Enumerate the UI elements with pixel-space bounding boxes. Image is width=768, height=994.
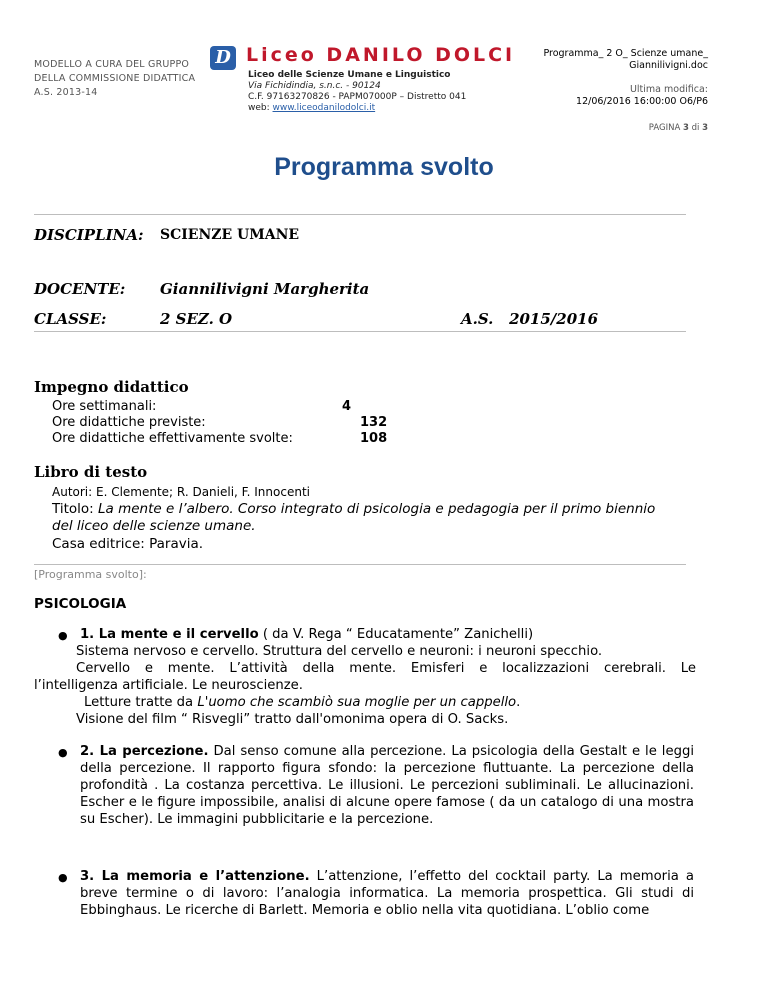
school-logo-icon: D [210, 46, 236, 70]
docente-value: Giannilivigni Margherita [160, 280, 370, 298]
section-tag: [Programma svolto]: [34, 568, 147, 581]
libro-casa-editrice: Casa editrice: Paravia. [52, 536, 204, 552]
school-logo-name: Liceo DANILO DOLCI [246, 44, 516, 66]
divider [34, 564, 686, 565]
impegno-row-value: 132 [360, 415, 388, 430]
item1-line: l’intelligenza artificiale. Le neuroscienze. [34, 678, 303, 693]
school-type: Liceo delle Scienze Umane e Linguistico [248, 70, 451, 80]
school-web-label: web: [248, 103, 270, 113]
disciplina-value: SCIENZE UMANE [160, 227, 300, 243]
impegno-row-label: Ore didattiche effettivamente svolte: [52, 431, 293, 446]
item2-paragraph: 2. La percezione. Dal senso comune alla percezione. La psicologia della Gestalt e le leggi della percezione. Il rapporto figura sfondo: la percezione fluttuante. La percezione della profondità . La costanza percettiva. Le illusioni. Le percezioni subliminali. Le allucinazioni. Escher e le figure impossibile, analisi di alcune opere famose ( da un catalogo di una mostra su Escher). Le immagini pubblicitarie e la percezione. [80, 744, 694, 827]
disciplina-label: DISCIPLINA: [34, 226, 144, 244]
divider [34, 214, 686, 215]
bullet-icon: ● [58, 871, 68, 884]
header-left-block [34, 58, 195, 100]
page-indicator: PAGINA 3 di 3 [648, 123, 708, 133]
psicologia-heading: PSICOLOGIA [34, 596, 127, 612]
header-right-block [543, 48, 708, 134]
docente-label: DOCENTE: [34, 280, 126, 298]
item1-line: Sistema nervoso e cervello. Struttura del cervello e neuroni: i neuroni specchio. [76, 644, 603, 659]
last-modified-label: Ultima modifica: [629, 84, 708, 95]
school-codes: C.F. 97163270826 - PAPM07000P – Distretto 041 [248, 92, 467, 102]
libro-titolo: Titolo: La mente e l’albero. Corso integrato di psicologia e pedagogia per il primo biennio del liceo delle scienze umane. [52, 501, 656, 534]
header-left-line: MODELLO A CURA DEL GRUPPO [34, 59, 190, 70]
anno-scolastico: A.S. 2015/2016 [461, 310, 599, 328]
item1-line: Letture tratte da L'uomo che scambiò sua moglie per un cappello. [84, 695, 521, 710]
bullet-icon: ● [58, 746, 68, 759]
divider [34, 331, 686, 332]
item3-paragraph: 3. La memoria e l’attenzione. L’attenzione, l’effetto del cocktail party. La memoria a breve termine o di lavoro: l’analogia informatica. La memoria prospettica. Gli studi di Ebbinghaus. Le ricerche di Barlett. Memoria e oblio nella vita quotidiana. L’oblio come [80, 869, 694, 918]
school-address: Via Fichidindia, s.n.c. - 90124 [248, 81, 381, 91]
header-left-line: A.S. 2013-14 [34, 87, 98, 98]
file-name-line1: Programma_ 2 O_ Scienze umane_ [543, 48, 708, 59]
libro-heading: Libro di testo [34, 463, 148, 481]
impegno-row-value: 4 [342, 399, 352, 414]
impegno-row-label: Ore didattiche previste: [52, 415, 206, 430]
item1-line: Visione del film “ Risvegli” tratto dall'omonima opera di O. Sacks. [76, 712, 509, 727]
school-info-block [248, 70, 466, 114]
classe-value: 2 SEZ. O [160, 310, 233, 328]
item1-line: Cervello e mente. L’attività della mente. Emisferi e localizzazioni cerebrali. Le [76, 661, 696, 676]
impegno-row-value: 108 [360, 431, 388, 446]
impegno-heading: Impegno didattico [34, 378, 189, 396]
last-modified-value: 12/06/2016 16:00:00 O6/P6 [576, 96, 708, 107]
item1-title-line: 1. La mente e il cervello ( da V. Rega “ Educatamente” Zanichelli) [80, 627, 534, 642]
header-left-line: DELLA COMMISSIONE DIDATTICA [34, 73, 196, 84]
page-title: Programma svolto [274, 153, 494, 181]
libro-autori: Autori: E. Clemente; R. Danieli, F. Innocenti [52, 485, 310, 499]
file-name-line2: Giannilivigni.doc [629, 60, 708, 71]
bullet-icon: ● [58, 629, 68, 642]
school-web-link[interactable]: www.liceodanilodolci.it [272, 103, 376, 113]
school-web [248, 103, 466, 114]
classe-label: CLASSE: [34, 310, 107, 328]
impegno-row-label: Ore settimanali: [52, 399, 157, 414]
